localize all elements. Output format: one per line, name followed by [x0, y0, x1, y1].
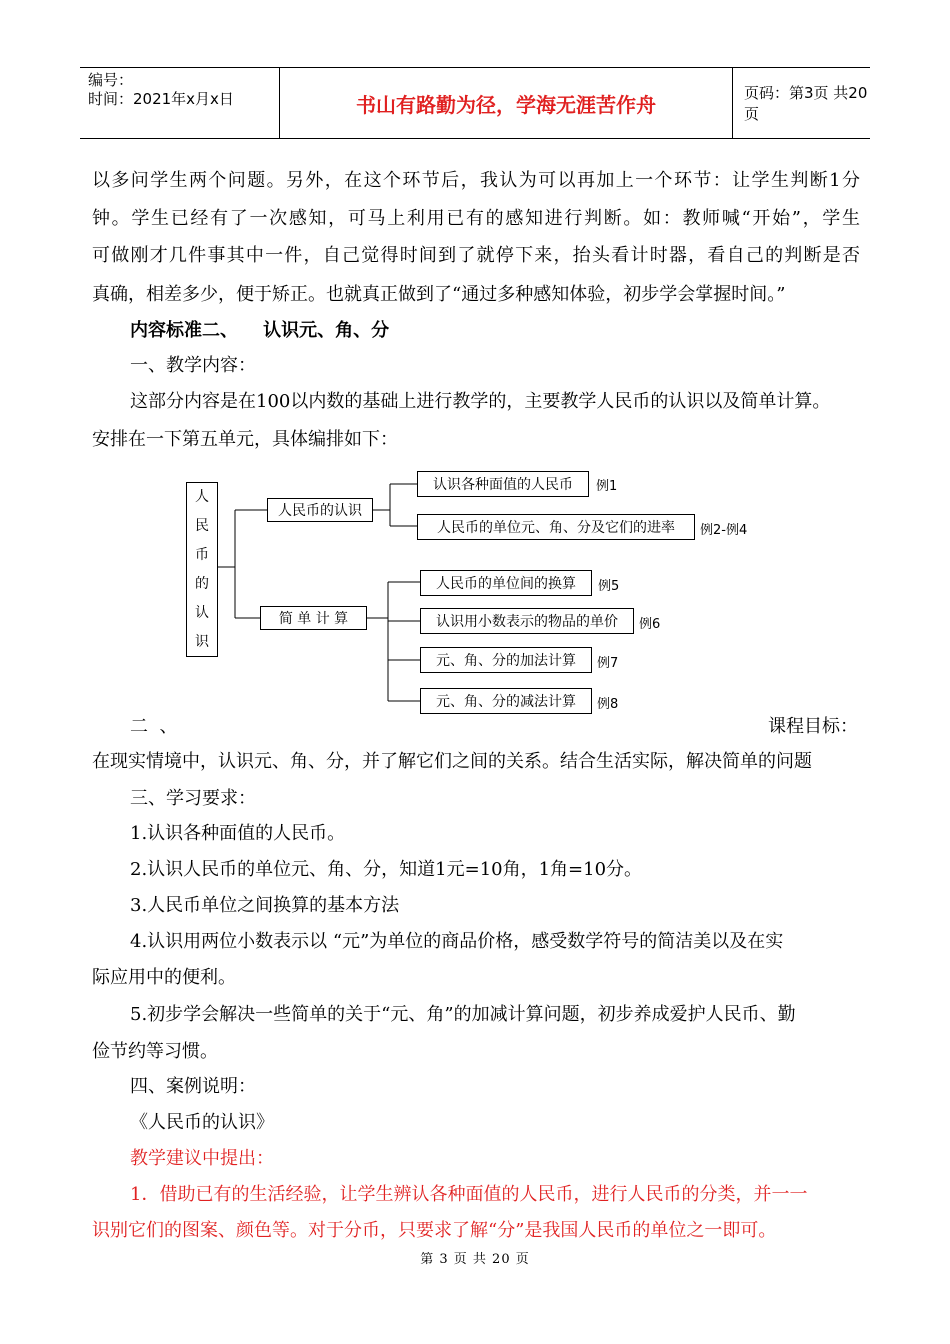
- page-footer: 第 3 页 共 20 页: [420, 1252, 530, 1267]
- header-number-label: 编号：: [88, 71, 134, 89]
- paragraph-line: 可做刚才几件事其中一件，自己觉得时间到了就停下来，抬头看计时器，看自己的判断是否: [92, 245, 860, 266]
- paragraph-line: 以多问学生两个问题。另外，在这个环节后，我认为可以再加上一个环节：让学生判断1分: [92, 170, 860, 191]
- paragraph-line: 钟。学生已经有了一次感知，可马上利用已有的感知进行判断。如：教师喊“开始”，学生: [92, 208, 860, 229]
- requirement-item: 2.认识人民币的单位元、角、分，知道1元=10角，1角=10分。: [130, 859, 643, 880]
- diagram-leaf: 认识各种面值的人民币: [417, 471, 589, 497]
- requirement-item: 俭节约等习惯。: [92, 1041, 218, 1062]
- header-motto: 书山有路勤为径，学海无涯苦作舟: [280, 68, 733, 138]
- diagram-leaf-example: 例7: [597, 656, 619, 671]
- header-page-label: 页码：第3页 共20页: [744, 84, 868, 123]
- diagram-leaf-example: 例2-例4: [700, 523, 748, 538]
- diagram-leaf-example: 例8: [597, 697, 619, 712]
- paragraph-line: 这部分内容是在100以内数的基础上进行教学的，主要教学人民币的认识以及简单计算。: [130, 391, 831, 412]
- structure-diagram: [180, 462, 780, 720]
- diagram-branch-calculation: 简 单 计 算: [260, 606, 367, 630]
- diagram-leaf: 元、角、分的减法计算: [420, 688, 592, 714]
- root-char: 认: [195, 604, 209, 621]
- diagram-leaf-example: 例6: [639, 617, 661, 632]
- diagram-branch-recognition: 人民币的认识: [267, 498, 373, 522]
- requirement-item: 际应用中的便利。: [92, 967, 236, 988]
- diagram-root: [186, 482, 218, 657]
- requirement-item: 1.认识各种面值的人民币。: [130, 823, 346, 844]
- root-char: 人: [195, 488, 209, 505]
- paragraph-line: 安排在一下第五单元，具体编排如下：: [92, 429, 398, 450]
- diagram-leaf-example: 例1: [596, 479, 618, 494]
- diagram-leaf: 人民币的单位元、角、分及它们的进率: [417, 514, 695, 540]
- suggestion-title: 教学建议中提出：: [130, 1148, 274, 1169]
- subsection-title-left: 二 、: [130, 716, 178, 737]
- book-title: 《人民币的认识》: [130, 1112, 274, 1133]
- requirement-item: 4.认识用两位小数表示以 “元”为单位的商品价格，感受数学符号的简洁美以及在实: [130, 931, 784, 952]
- page-header: [80, 67, 870, 139]
- root-char: 币: [195, 546, 209, 563]
- subsection-title-right: 课程目标：: [768, 716, 858, 737]
- root-char: 识: [195, 633, 209, 650]
- diagram-leaf: 认识用小数表示的物品的单价: [420, 608, 634, 634]
- suggestion-line: 识别它们的图案、颜色等。对于分币，只要求了解“分”是我国人民币的单位之一即可。: [92, 1220, 777, 1241]
- diagram-leaf: 人民币的单位间的换算: [420, 570, 592, 596]
- paragraph-line: 在现实情境中，认识元、角、分，并了解它们之间的关系。结合生活实际，解决简单的问题: [92, 751, 812, 772]
- diagram-leaf-example: 例5: [598, 579, 620, 594]
- header-date-label: 时间：2021年x月x日: [88, 90, 234, 108]
- requirement-item: 5.初步学会解决一些简单的关于“元、角”的加减计算问题，初步养成爱护人民币、勤: [130, 1004, 796, 1025]
- root-char: 的: [195, 575, 209, 592]
- requirement-item: 3.人民币单位之间换算的基本方法: [130, 895, 400, 916]
- subsection-title: 一、教学内容：: [130, 355, 256, 376]
- diagram-leaf: 元、角、分的加法计算: [420, 647, 592, 673]
- header-meta: [80, 68, 280, 138]
- subsection-title: 三、学习要求：: [130, 788, 256, 809]
- root-char: 民: [195, 517, 209, 534]
- paragraph-line: 真确，相差多少，便于矫正。也就真正做到了“通过多种感知体验，初步学会掌握时间。”: [92, 284, 786, 305]
- suggestion-line: 1．借助已有的生活经验，让学生辨认各种面值的人民币，进行人民币的分类，并一一: [130, 1184, 808, 1205]
- section-title: 内容标准二、 认识元、角、分: [130, 320, 390, 341]
- subsection-title: 四、案例说明：: [130, 1076, 256, 1097]
